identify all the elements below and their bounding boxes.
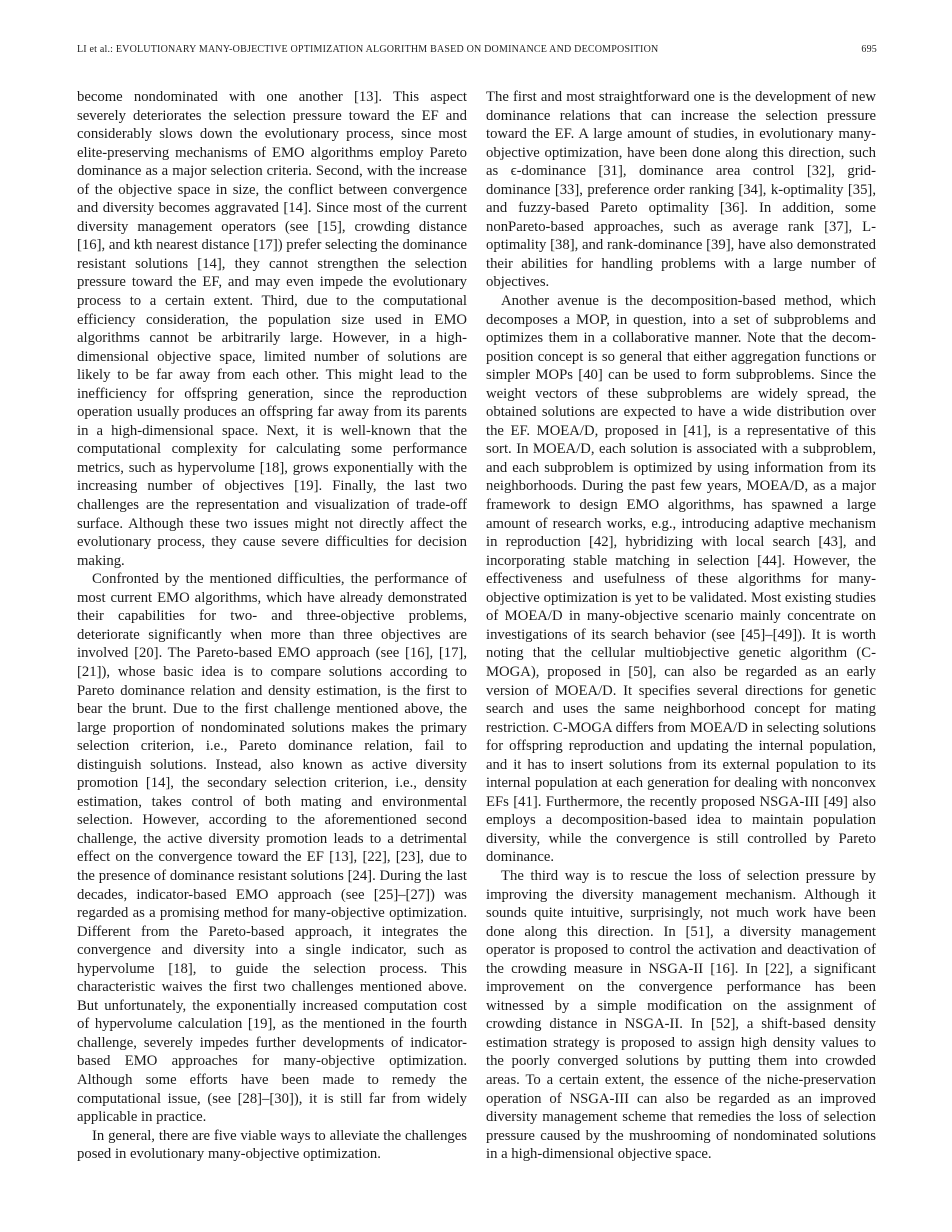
paragraph-continued: The first and most straightforward one is the development of new dominance relations that can increase the selection pressure toward the EF. A large amount of studies, in evolutionary many-objective optimization, have been done along this direction, such as ϵ-dominance [31], dominance area control [32], grid-dominance [33], preference order ranking [34], k-optimality [35], and fuzzy-based Pareto optimality [36]. In addition, some nonPareto-based approaches, such as average rank [37], L-optimality [38], and rank-dominance [39], have also demonstrated their abilities for handling problems with a large number of objectives. (486, 89, 876, 291)
paragraph: Confronted by the mentioned difficulties, the performance of most current EMO algorithms, which have already demonstrated their capabilities for two- and three-objective problems, deteriorate significantly when more than three objectives are involved [20]. The Pareto-based EMO approach (see [16], [17], [21]), whose basic idea is to compare solutions according to Pareto dominance relation and density estimation, is the first to bear the brunt. Due to the first challenge mentioned above, the large proportion of nondominated solutions makes the primary selection criterion, i.e., Pareto dominance relation, fail to distinguish solutions. Instead, also known as active diversity promotion [14], the secondary selection criterion, i.e., density estimation, takes control of both mating and environmental selection. However, according to the aforementioned second challenge, the active diversity promotion leads to a detrimental effect on the convergence toward the EF [13], [22], [23], due to the presence of dominance resistant solutions [24]. During the last decades, indicator-based EMO approach (see [25]–[27]) was regarded as a promising method for many-objective optimization. Different from the Pareto-based approach, it integrates the convergence and diversity into a single indicator, such as hypervolume [18], to guide the selection process. This characteristic waives the first two challenges mentioned above. But unfortunately, the exponentially increased computation cost of hypervolume calculation [19], as the mentioned in the fourth challenge, severely impedes further developments of indicator-based EMO approaches for many-objective optimization. Although some efforts have been made to remedy the computational issue, (see [28]–[30]), it is still far from widely applicable in practice. (77, 571, 467, 1126)
paragraph: Another avenue is the decomposition-based method, which decomposes a MOP, in question, into a set of subproblems and optimizes them in a collaborative manner. Note that the decomposition concept is so general that either aggregation functions or simpler MOPs [40] can be used to form subproblems. Since the weight vectors of these subproblems are widely spread, the obtained solutions are expected to have a wide distribution over the EF. MOEA/D, proposed in [41], is a representative of this sort. In MOEA/D, each solution is associated with a subproblem, and each subproblem is optimized by using information from its neighborhoods. During the past few years, MOEA/D, as a major framework to design EMO algorithms, has spawned a large amount of research works, e.g., introducing adaptive mechanism in reproduction [42], hybridizing with local search [43], and incorporating stable matching in selection [44]. However, the effectiveness and usefulness of these algorithms for many-objective optimization is yet to be validated. Most existing studies of MOEA/D in many-objective scenario mainly concentrate on investigations of its search behavior (see [45]–[49]). It is worth noting that the cellular multiobjective genetic algorithm (C-MOGA), proposed in [50], can also be regarded as an early version of MOEA/D. It specifies several directions for genetic search and uses the same neighborhood concept for mating restriction. C-MOGA differs from MOEA/D in selecting solutions for offspring reproduction and updating the internal population, and it has to insert solutions from its external population to its internal population at each generation for dealing with nonconvex EFs [41]. Furthermore, the recently proposed NSGA-III [49] also employs a decomposition-based idea to maintain population diversity, while the convergence is still controlled by Pareto dominance. (486, 293, 876, 866)
left-column (77, 88, 467, 1164)
page-header (77, 44, 877, 60)
paragraph: The third way is to rescue the loss of selection pressure by improving the diversity management mechanism. Although it sounds quite intuitive, surprisingly, not much work have been done along this direction. In [51], a diversity management operator is proposed to control the activation and deactivation of the crowding measure in NSGA-II [16]. In [22], a significant improvement on the convergence performance has been witnessed by a simple modification on the assignment of crowding distance in NSGA-II. In [52], a shift-based density estimation strategy is proposed to assign high density values to the poorly converged solutions by putting them into crowded areas. To a certain extent, the essence of the niche-preservation operation of NSGA-III can also be regarded as an improved diversity management scheme that remedies the loss of selection pressure caused by the mushrooming of nondominated solutions in a high-dimensional objective space. (486, 867, 876, 1163)
paragraph-continued: become nondominated with one another [13]. This aspect severely deteriorates the selection pressure toward the EF and considerably slows down the evolutionary process, since most elite-preserving mechanisms of EMO algorithms employ Pareto dominance as a major selection criteria. Second, with the increase of the objective space in size, the conflict between convergence and diversity becomes aggravated [14]. Since most of the current diversity management operators (see [15], crowding distance [16], and kth nearest distance [17]) prefer selecting the dominance resistant solutions [14], they cannot strengthen the selection pressure toward the EF, and may even impede the evolutionary process to a certain extent. Third, due to the computational efficiency consideration, the population size used in EMO algorithms cannot be arbitrarily large. However, in a high-dimensional objective space, limited number of solutions are likely to be far away from each other. This might lead to the inefficiency for offspring generation, since the reproduction operation usually produces an offspring far away from its parents in a high-dimensional space. Next, it is well-known that the computational complexity for calculating some performance metrics, such as hypervolume [18], grows exponentially with the increasing number of objectives [19]. Finally, the last two challenges are the representation and visualization of trade-off surface. Although these two issues might not directly affect the evolutionary process, they cause severe difficulties for decision making. (77, 89, 467, 569)
page-number: 695 (861, 44, 877, 55)
running-title: LI et al.: EVOLUTIONARY MANY-OBJECTIVE OPTIMIZATION ALGORITHM BASED ON DOMINANCE AND DECOMPOSITION (77, 44, 659, 55)
right-column (486, 88, 876, 1164)
paragraph: In general, there are five viable ways to alleviate the challenges posed in evolutionary many-objective optimization. (77, 1127, 467, 1163)
